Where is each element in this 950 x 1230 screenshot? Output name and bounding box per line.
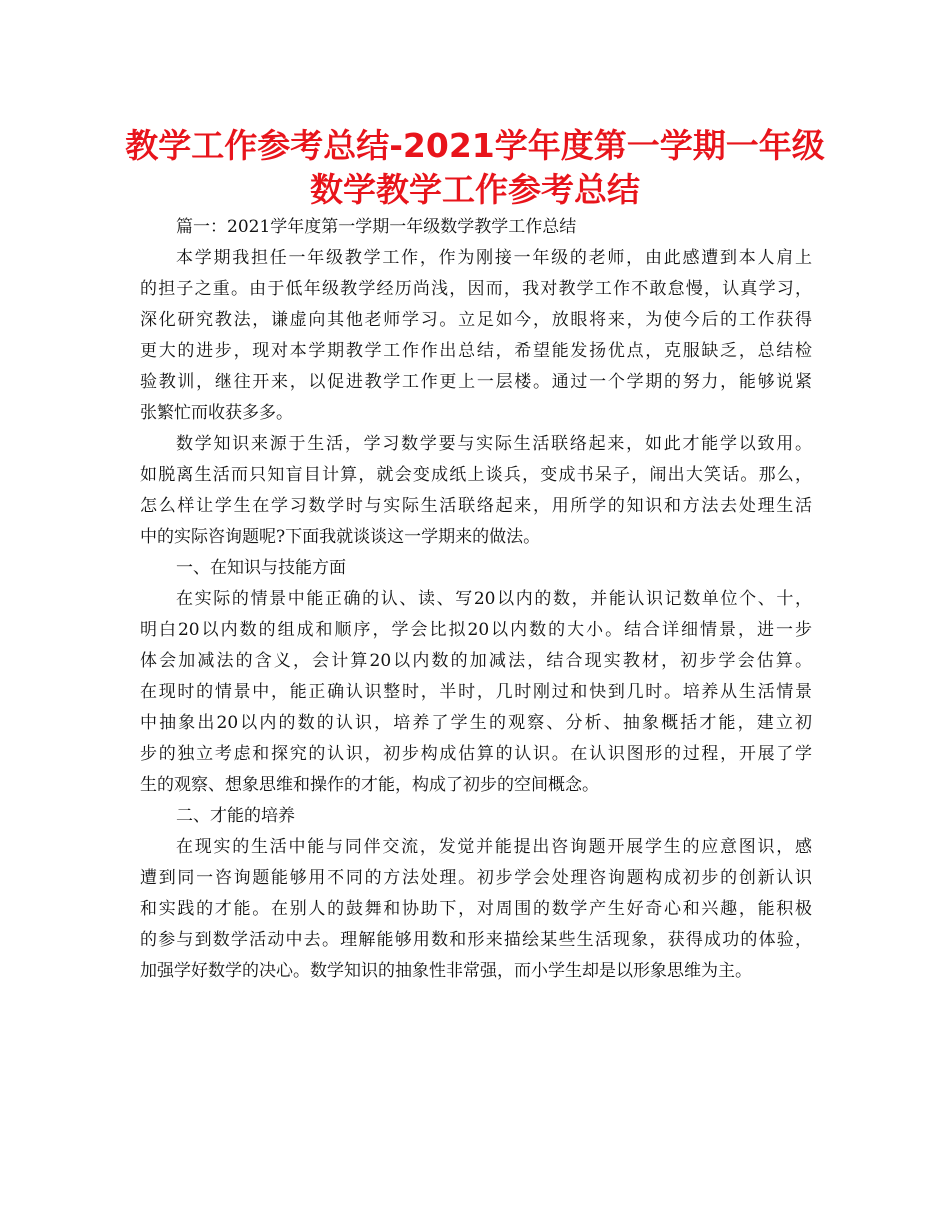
paragraph-line: 中抽象出20以内的数的认识，培养了学生的观察、分析、抽象概括才能，建立初	[140, 713, 812, 733]
paragraph-line: 加强学好数学的决心。数学知识的抽象性非常强，而小学生却是以形象思维为主。	[140, 961, 752, 981]
paragraph-line: 本学期我担任一年级教学工作，作为刚接一年级的老师，由此感遭到本人肩上	[176, 248, 812, 268]
paragraph	[140, 801, 812, 832]
paragraph-line: 的参与到数学活动中去。理解能够用数和形来描绘某些生活现象，获得成功的体验，	[140, 930, 812, 950]
paragraph-line: 步的独立考虑和探究的认识，初步构成估算的认识。在认识图形的过程，开展了学	[140, 744, 812, 764]
paragraph-line: 生的观察、想象思维和操作的才能，构成了初步的空间概念。	[140, 775, 599, 795]
paragraph	[140, 243, 812, 429]
paragraph-line: 二、才能的培养	[176, 806, 295, 826]
paragraph-line: 中的实际咨询题呢?下面我就谈谈这一学期来的做法。	[140, 527, 541, 547]
paragraph-line: 张繁忙而收获多多。	[140, 403, 293, 423]
document-body	[140, 212, 812, 987]
paragraph	[140, 584, 812, 801]
paragraph	[140, 429, 812, 553]
paragraph-line: 更大的进步，现对本学期教学工作作出总结，希望能发扬优点，克服缺乏，总结检	[140, 341, 812, 361]
paragraph-line: 怎么样让学生在学习数学时与实际生活联络起来，用所学的知识和方法去处理生活	[140, 496, 812, 516]
paragraph-line: 一、在知识与技能方面	[176, 558, 346, 578]
paragraph-line: 验教训，继往开来，以促进教学工作更上一层楼。通过一个学期的努力，能够说紧	[140, 372, 812, 392]
paragraph-line: 和实践的才能。在别人的鼓舞和协助下，对周围的数学产生好奇心和兴趣，能积极	[140, 899, 812, 919]
paragraph-line: 数学知识来源于生活，学习数学要与实际生活联络起来，如此才能学以致用。	[176, 434, 812, 454]
paragraph	[140, 212, 812, 243]
paragraph-line: 篇一：2021学年度第一学期一年级数学教学工作总结	[176, 217, 577, 237]
paragraph-line: 深化研究教法，谦虚向其他老师学习。立足如今，放眼将来，为使今后的工作获得	[140, 310, 812, 330]
document-title-line-2: 数学教学工作参考总结	[310, 170, 640, 209]
paragraph-line: 遭到同一咨询题能够用不同的方法处理。初步学会处理咨询题构成初步的创新认识	[140, 868, 812, 888]
paragraph-line: 在实际的情景中能正确的认、读、写20以内的数，并能认识记数单位个、十，	[176, 589, 812, 609]
paragraph-line: 在现时的情景中，能正确认识整时，半时，几时刚过和快到几时。培养从生活情景	[140, 682, 812, 702]
paragraph-line: 明白20以内数的组成和顺序，学会比拟20以内数的大小。结合详细情景，进一步	[140, 620, 812, 640]
paragraph-line: 体会加减法的含义，会计算20以内数的加减法，结合现实教材，初步学会估算。	[140, 651, 812, 671]
paragraph	[140, 832, 812, 987]
paragraph	[140, 553, 812, 584]
paragraph-line: 在现实的生活中能与同伴交流，发觉并能提出咨询题开展学生的应意图识，感	[176, 837, 812, 857]
paragraph-line: 的担子之重。由于低年级教学经历尚浅，因而，我对教学工作不敢怠慢，认真学习，	[140, 279, 812, 299]
document-title-line-1: 教学工作参考总结-2021学年度第一学期一年级	[125, 126, 825, 165]
paragraph-line: 如脱离生活而只知盲目计算，就会变成纸上谈兵，变成书呆子，闹出大笑话。那么，	[140, 465, 812, 485]
